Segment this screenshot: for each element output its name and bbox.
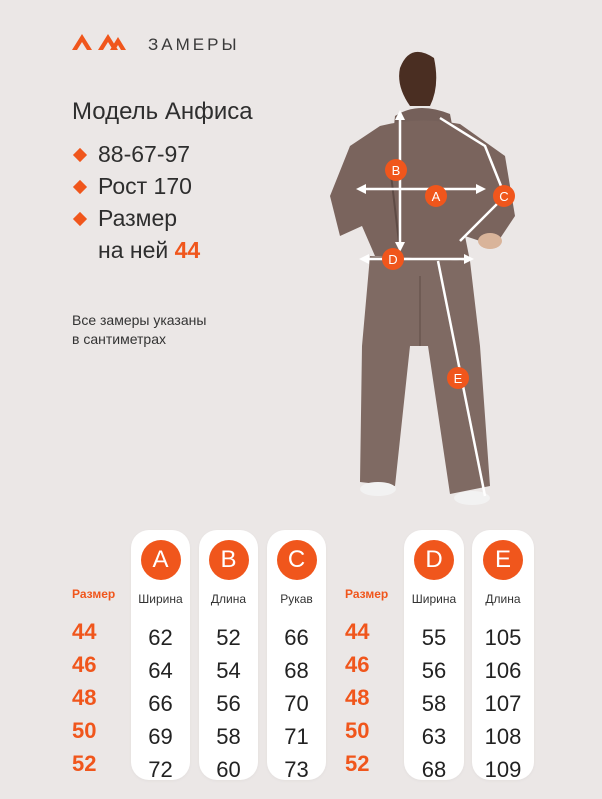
diamond-bullet-icon xyxy=(73,212,87,226)
column-title: Рукав xyxy=(280,592,313,606)
table-cell: 69 xyxy=(148,724,173,749)
size-column-top xyxy=(72,587,115,780)
diamond-bullet-icon xyxy=(73,148,87,162)
size-value: 46 xyxy=(345,652,370,677)
size-value: 52 xyxy=(72,751,97,776)
size-value: 48 xyxy=(72,685,97,710)
measurement-note: Все замеры указаны в сантиметрах xyxy=(72,312,207,347)
table-cell: 60 xyxy=(216,757,241,782)
measure-label-b xyxy=(385,159,407,181)
svg-text:A: A xyxy=(431,189,441,204)
table-cell: 68 xyxy=(421,757,447,782)
measure-label-d: D xyxy=(414,540,454,580)
page-title: ЗАМЕРЫ xyxy=(148,35,240,54)
table-cell: 62 xyxy=(148,625,173,650)
table-cell: 105 xyxy=(484,625,522,650)
table-cell: 55 xyxy=(421,625,447,650)
column-title: Длина xyxy=(210,592,247,606)
measure-label-a xyxy=(425,185,447,207)
measure-card-b xyxy=(199,530,258,780)
table-cell: 56 xyxy=(216,691,241,716)
table-cell: 58 xyxy=(421,691,447,716)
diamond-bullet-icon xyxy=(73,180,87,194)
model-figure-illustration xyxy=(300,46,570,516)
measure-card-e xyxy=(472,530,534,780)
table-cell: 66 xyxy=(284,625,309,650)
size-column-bottom xyxy=(345,587,388,780)
measure-label-c: C xyxy=(277,540,317,580)
column-title: Ширина xyxy=(138,592,183,606)
measure-card-a xyxy=(131,530,190,780)
table-cell: 72 xyxy=(148,757,173,782)
list-item: 88-67-97 xyxy=(72,138,200,170)
list-item: на ней 44 xyxy=(98,237,201,263)
model-params-list xyxy=(72,138,200,266)
table-cell: 56 xyxy=(421,658,447,683)
measure-card-c xyxy=(267,530,326,780)
table-cell: 58 xyxy=(216,724,241,749)
table-cell: 54 xyxy=(216,658,241,683)
size-value: 44 xyxy=(72,619,97,644)
svg-text:B: B xyxy=(391,163,401,178)
table-cell: 108 xyxy=(484,724,522,749)
size-header: Размер xyxy=(72,587,116,601)
size-header: Размер xyxy=(345,587,389,601)
table-cell: 107 xyxy=(484,691,522,716)
measure-label-a: A xyxy=(141,540,181,580)
measure-label-b: B xyxy=(209,540,249,580)
table-cell: 52 xyxy=(216,625,241,650)
measure-label-e: E xyxy=(483,540,523,580)
size-value: 50 xyxy=(72,718,97,743)
table-cell: 64 xyxy=(148,658,173,683)
column-title: Длина xyxy=(485,592,521,606)
column-title: Ширина xyxy=(411,592,457,606)
measure-card-d xyxy=(404,530,464,780)
table-cell: 63 xyxy=(421,724,447,749)
double-chevron-logo-icon xyxy=(72,34,126,50)
table-cell: 68 xyxy=(284,658,309,683)
table-cell: 109 xyxy=(484,757,522,782)
svg-text:E: E xyxy=(453,371,463,386)
list-item: Рост 170 xyxy=(72,170,200,202)
size-value: 44 xyxy=(345,619,370,644)
svg-text:D: D xyxy=(388,252,398,267)
table-cell: 71 xyxy=(284,724,309,749)
table-cell: 70 xyxy=(284,691,309,716)
model-size-value: 44 xyxy=(174,237,201,263)
size-value: 50 xyxy=(345,718,370,743)
model-name: Модель Анфиса xyxy=(72,98,253,125)
table-cell: 73 xyxy=(284,757,309,782)
svg-text:C: C xyxy=(499,189,509,204)
size-value: 52 xyxy=(345,751,370,776)
table-cell: 106 xyxy=(484,658,522,683)
table-cell: 66 xyxy=(148,691,173,716)
measure-label-e xyxy=(447,367,469,389)
size-value: 48 xyxy=(345,685,370,710)
measure-label-d xyxy=(382,248,404,270)
measure-label-c xyxy=(493,185,515,207)
list-item: Размер xyxy=(72,202,200,234)
size-value: 46 xyxy=(72,652,97,677)
